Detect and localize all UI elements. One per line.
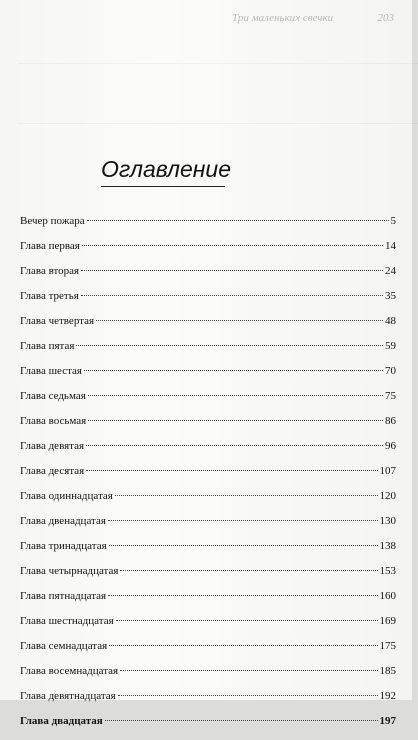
bleed-through-texture: ———————————————————————————————————————— — [18, 118, 418, 129]
dot-leader — [87, 220, 389, 221]
toc-entry[interactable] — [20, 590, 396, 615]
toc-heading: Оглавление — [101, 156, 231, 182]
dot-leader — [118, 695, 378, 696]
toc-entry-label: Глава девятнадцатая — [20, 690, 116, 702]
toc-entry-label: Глава шестнадцатая — [20, 615, 114, 627]
heading-rule — [101, 186, 225, 187]
toc-entry-page: 24 — [385, 265, 396, 277]
dot-leader — [96, 320, 383, 321]
toc-entry-page: 138 — [379, 540, 396, 552]
dot-leader — [120, 670, 377, 671]
toc-entry[interactable] — [20, 565, 396, 590]
toc-list — [20, 215, 396, 740]
toc-entry-label: Глава пятая — [20, 340, 75, 352]
toc-entry-label: Вечер пожара — [20, 215, 85, 227]
dot-leader — [88, 395, 383, 396]
toc-entry[interactable] — [20, 540, 396, 565]
toc-entry[interactable] — [20, 315, 396, 340]
toc-entry-page: 153 — [379, 565, 396, 577]
toc-entry-page: 192 — [379, 690, 396, 702]
dot-leader — [86, 470, 377, 471]
toc-entry[interactable] — [20, 690, 396, 715]
toc-entry[interactable] — [20, 240, 396, 265]
toc-entry-page: 5 — [390, 215, 396, 227]
dot-leader — [88, 420, 383, 421]
toc-entry[interactable] — [20, 465, 396, 490]
toc-entry-label: Глава третья — [20, 290, 79, 302]
toc-entry-page: 75 — [385, 390, 396, 402]
dot-leader — [82, 245, 383, 246]
toc-entry-label: Глава восемнадцатая — [20, 665, 119, 677]
toc-entry-label: Глава тринадцатая — [20, 540, 107, 552]
toc-entry[interactable] — [20, 290, 396, 315]
running-head — [232, 12, 394, 26]
toc-entry-label: Глава семнадцатая — [20, 640, 108, 652]
toc-entry-label: Глава девятая — [20, 440, 85, 452]
toc-entry[interactable] — [20, 390, 396, 415]
toc-entry-page: 14 — [385, 240, 396, 252]
toc-entry-label: Глава восьмая — [20, 415, 87, 427]
toc-entry-label: Глава четырнадцатая — [20, 565, 119, 577]
toc-entry-page: 130 — [379, 515, 396, 527]
toc-entry-page: 70 — [385, 365, 396, 377]
dot-leader — [84, 370, 383, 371]
toc-entry[interactable] — [20, 440, 396, 465]
toc-entry-label: Глава четвертая — [20, 315, 95, 327]
toc-entry-page: 160 — [379, 590, 396, 602]
toc-entry-label: Глава одиннадцатая — [20, 490, 113, 502]
toc-entry-page: 35 — [385, 290, 396, 302]
toc-entry[interactable] — [20, 415, 396, 440]
dot-leader — [120, 570, 377, 571]
dot-leader — [108, 520, 378, 521]
toc-entry-page: 59 — [385, 340, 396, 352]
dot-leader — [116, 620, 378, 621]
toc-entry[interactable] — [20, 365, 396, 390]
toc-entry[interactable] — [20, 665, 396, 690]
toc-entry[interactable] — [20, 640, 396, 665]
toc-entry-page: 107 — [379, 465, 396, 477]
toc-entry-page: 48 — [385, 315, 396, 327]
toc-entry-label: Глава десятая — [20, 465, 85, 477]
toc-entry-page: 169 — [379, 615, 396, 627]
bleed-through-texture: ———————————————————————————————————————— — [18, 58, 418, 69]
toc-entry[interactable] — [20, 515, 396, 540]
toc-entry-label: Глава двенадцатая — [20, 515, 106, 527]
toc-entry[interactable] — [20, 215, 396, 240]
running-head-title: Три маленьких свечки — [232, 12, 334, 24]
toc-entry[interactable] — [20, 490, 396, 515]
dot-leader — [115, 495, 378, 496]
toc-entry-page: 86 — [385, 415, 396, 427]
toc-entry-page: 175 — [379, 640, 396, 652]
dot-leader — [109, 545, 378, 546]
dot-leader — [76, 345, 383, 346]
dot-leader — [108, 595, 377, 596]
toc-entry-page: 96 — [385, 440, 396, 452]
toc-entry[interactable] — [20, 265, 396, 290]
toc-entry-label: Глава седьмая — [20, 390, 86, 402]
toc-entry-label: Глава вторая — [20, 265, 80, 277]
dot-leader — [81, 270, 383, 271]
dot-leader — [105, 720, 378, 721]
toc-entry[interactable] — [20, 615, 396, 640]
toc-entry-page: 120 — [379, 490, 396, 502]
dot-leader — [86, 445, 383, 446]
toc-entry-page: 185 — [379, 665, 396, 677]
dot-leader — [81, 295, 383, 296]
toc-entry-label: Глава двадцатая — [20, 715, 103, 727]
toc-entry-page: 197 — [379, 715, 396, 727]
toc-entry[interactable] — [20, 340, 396, 365]
toc-entry-label: Глава пятнадцатая — [20, 590, 107, 602]
dot-leader — [109, 645, 377, 646]
toc-entry[interactable] — [20, 715, 396, 740]
toc-entry-label: Глава первая — [20, 240, 80, 252]
running-head-page: 203 — [377, 12, 394, 24]
toc-entry-label: Глава шестая — [20, 365, 82, 377]
